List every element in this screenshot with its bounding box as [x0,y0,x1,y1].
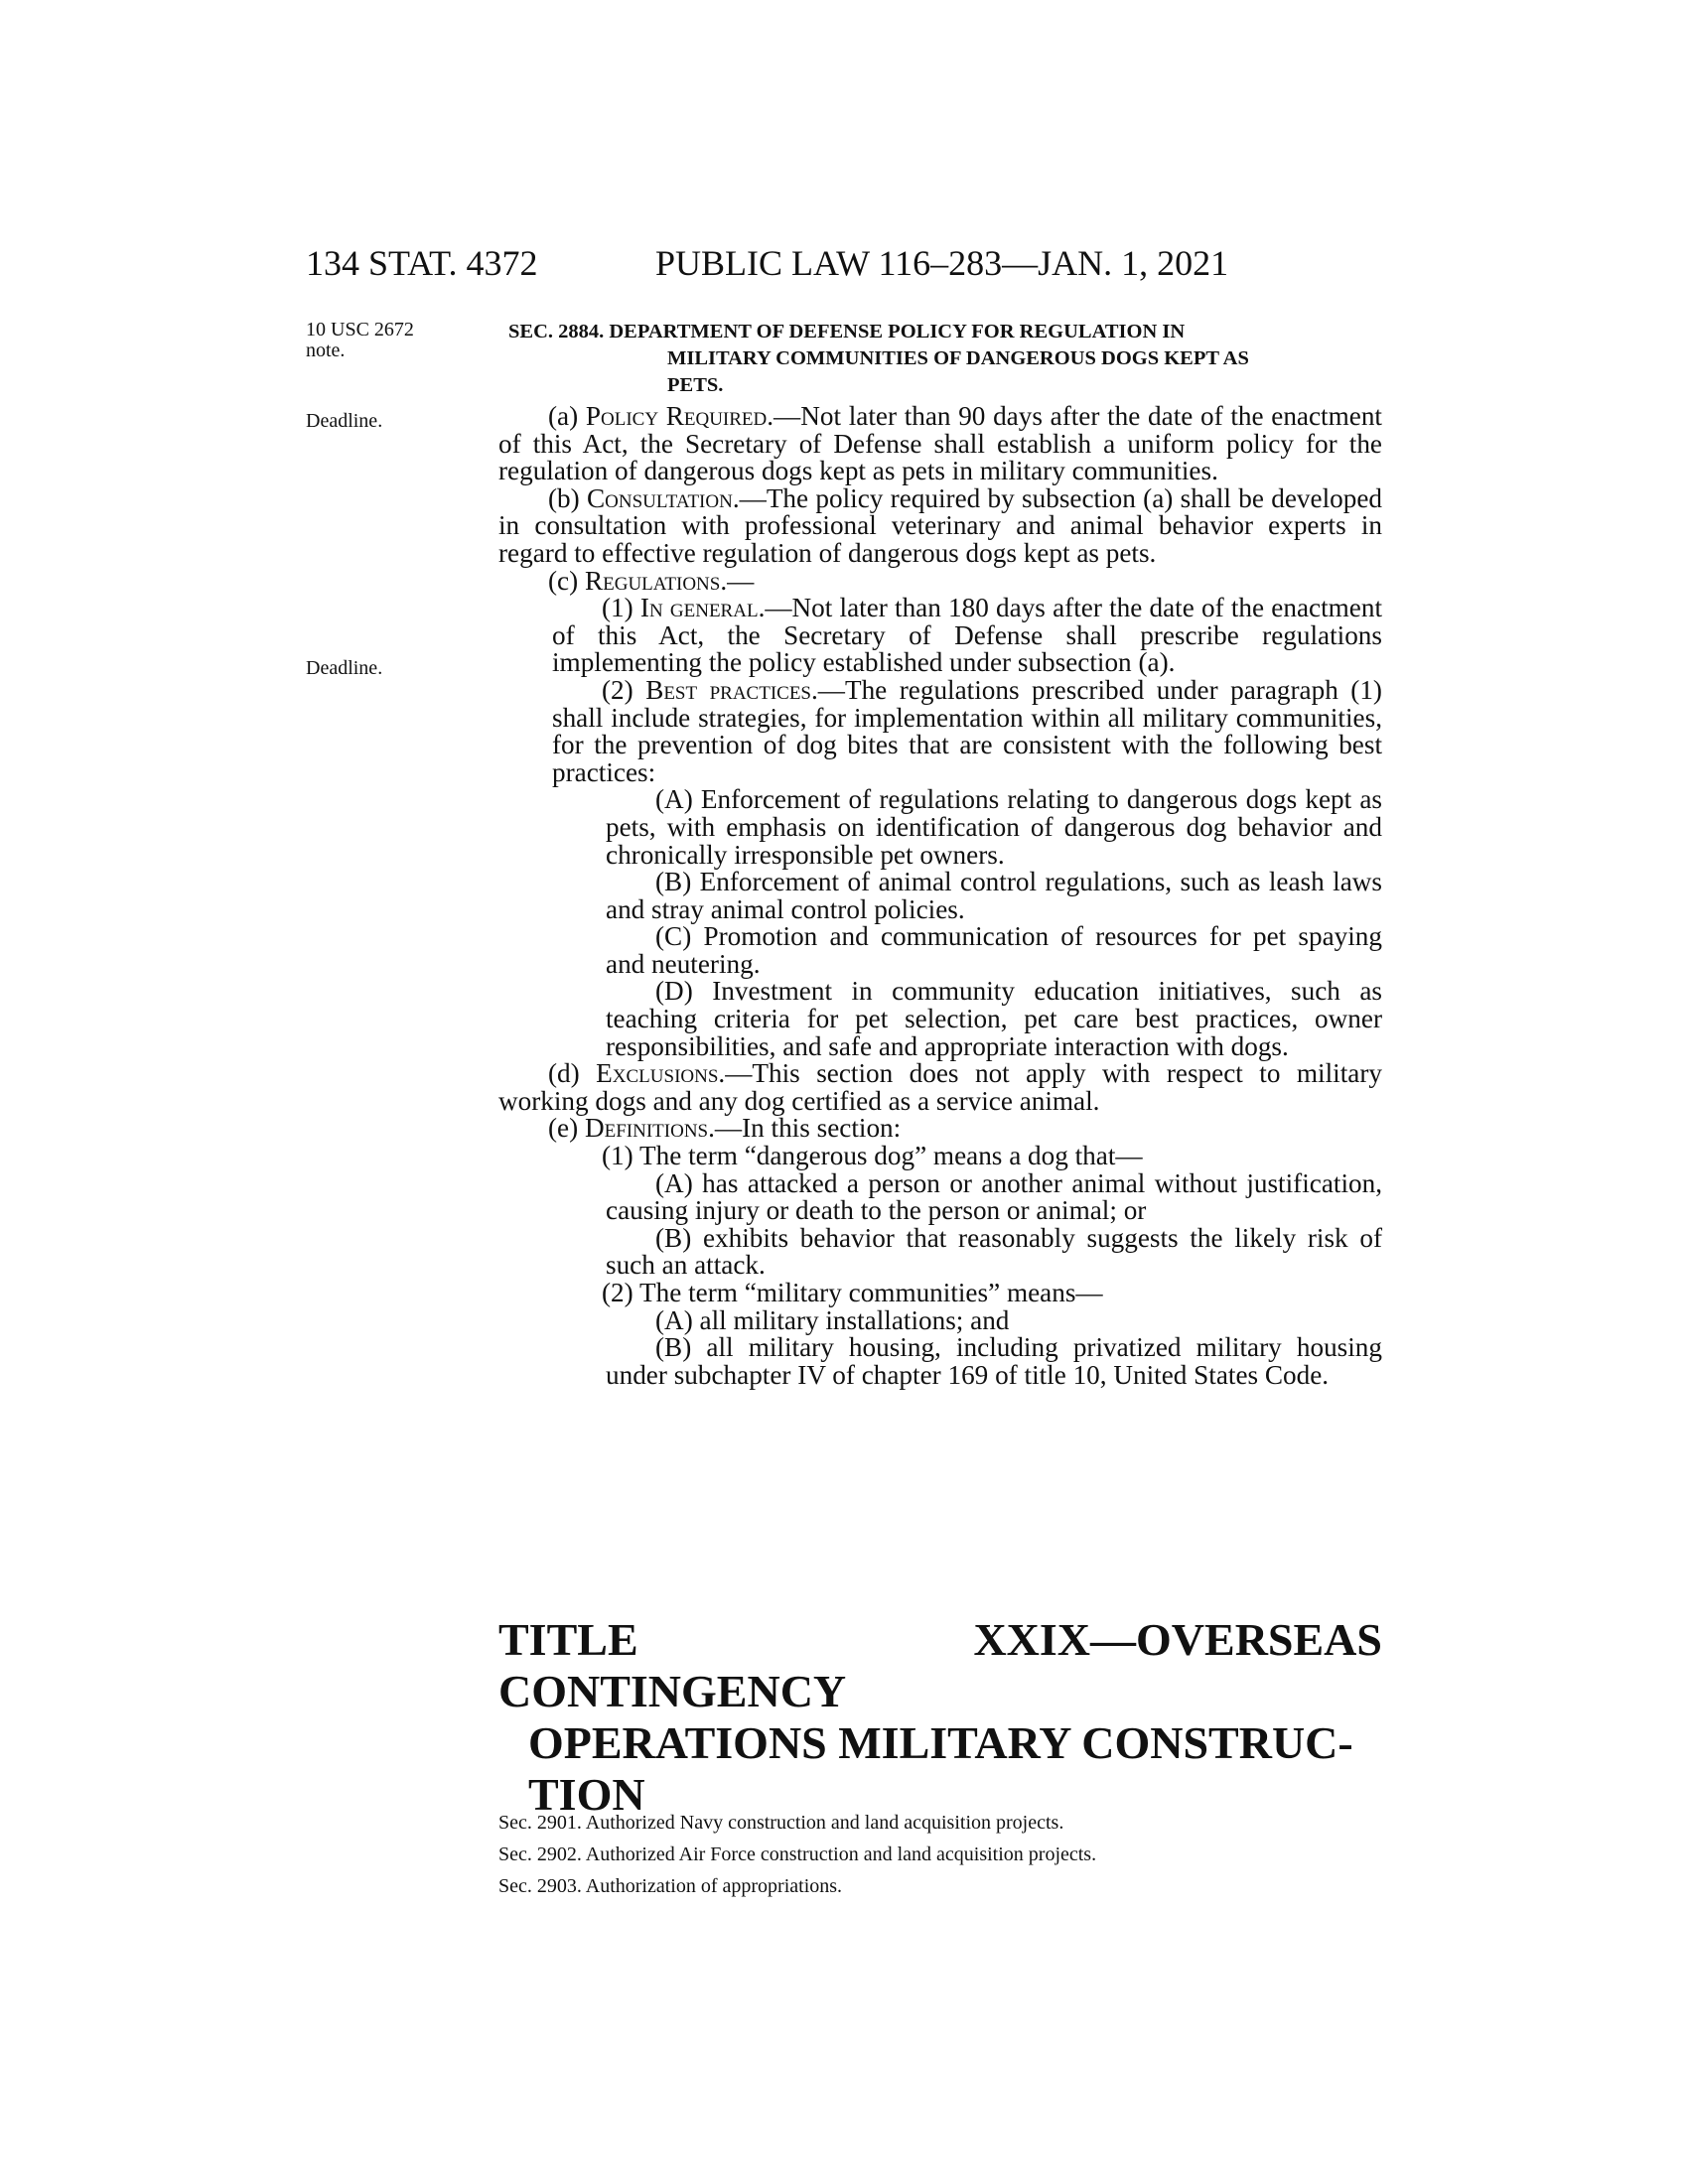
table-of-contents [498,1807,1096,1902]
toc-item: Sec. 2901. Authorized Navy construction and land acquisition projects. [498,1812,1064,1834]
page-stat-citation: 134 STAT. 4372 [306,243,538,283]
paragraph-c2: (2) Best practices.—The regulations prescribed under paragraph (1) shall include strategies, for implementation within all military communities, for the prevention of dog bites that are consistent with the following best practices: [552,674,1382,787]
section-heading-line2: MILITARY COMMUNITIES OF DANGEROUS DOGS KEPT AS [667,347,1249,369]
paragraph-c1-caption: In general [639,593,759,623]
subsection-a-caption: Policy Required [585,401,768,431]
title-heading-line3: TION [528,1769,645,1820]
margin-note-usc [306,320,455,361]
section-heading-line3: PETS. [667,374,724,396]
public-law-running-head: PUBLIC LAW 116–283—JAN. 1, 2021 [655,243,1229,283]
toc-item: Sec. 2903. Authorization of appropriations. [498,1875,843,1897]
title-heading-line2: OPERATIONS MILITARY CONSTRUC- [528,1717,1353,1768]
paragraph-c2-caption: Best practices [645,674,811,705]
title-heading [498,1614,1382,1821]
clause-e1A: (A) has attacked a person or another animal without justification, causing injury or death to the person or animal; or [606,1167,1382,1226]
subsection-d-caption: Exclusions [596,1058,719,1089]
paragraph-e2: (2) The term “military communities” means— [602,1278,1103,1307]
clause-e2A: (A) all military installations; and [655,1304,1010,1335]
clause-c2A: (A) Enforcement of regulations relating to dangerous dogs kept as pets, with emphasis on identification of dangerous dog behavior and chronically irresponsible pet owners. [606,784,1382,870]
section-heading-line1: SEC. 2884. DEPARTMENT OF DEFENSE POLICY FOR REGULATION IN [508,321,1186,342]
clause-c2C: (C) Promotion and communication of resources for pet spaying and neutering. [606,921,1382,979]
subsection-d: (d) Exclusions.—This section does not apply with respect to military working dogs and any dog certified as a service animal. [498,1058,1382,1116]
subsection-c: (c) Regulations.— [548,565,755,596]
clause-e2B: (B) all military housing, including privatized military housing under subchapter IV of chapter 169 of title 10, United States Code. [606,1332,1382,1390]
clause-c2B: (B) Enforcement of animal control regulations, such as leash laws and stray animal control policies. [606,867,1382,924]
subsection-a: (a) Policy Required.—Not later than 90 days after the date of the enactment of this Act, the Secretary of Defense shall establish a uniform policy for the regulation of dangerous dogs kept as pets in military communities. [498,401,1382,486]
section-body [498,403,1382,1389]
subsection-e-caption: Definitions [584,1113,709,1144]
title-heading-line1: TITLE XXIX—OVERSEAS CONTINGENCY [498,1614,1382,1716]
clause-e1B: (B) exhibits behavior that reasonably suggests the likely risk of such an attack. [606,1222,1382,1281]
margin-note-usc-line1: 10 USC 2672 [306,319,414,341]
paragraph-c1: (1) In general.—Not later than 180 days after the date of the enactment of this Act, the Secretary of Defense shall prescribe regulations implementing the policy established under subsection (a). [552,593,1382,678]
clause-c2D: (D) Investment in community education initiatives, such as teaching criteria for pet selection, pet care best practices, owner responsibilities, and safe and appropriate interaction with dogs. [606,976,1382,1061]
subsection-b: (b) Consultation.—The policy required by subsection (a) shall be developed in consultation with professional veterinary and animal behavior experts in regard to effective regulation of dangerous dogs kept as pets. [498,482,1382,568]
margin-note-usc-line2: note. [306,340,346,361]
paragraph-e1: (1) The term “dangerous dog” means a dog that— [602,1141,1143,1171]
margin-note-deadline-a: Deadline. [306,410,383,432]
subsection-c-caption: Regulations [584,565,721,596]
subsection-e: (e) Definitions.—In this section: [548,1113,902,1144]
section-heading [508,319,1382,399]
subsection-b-caption: Consultation [587,482,733,513]
margin-note-deadline-c1: Deadline. [306,657,383,679]
toc-item: Sec. 2902. Authorized Air Force construction and land acquisition projects. [498,1843,1097,1865]
